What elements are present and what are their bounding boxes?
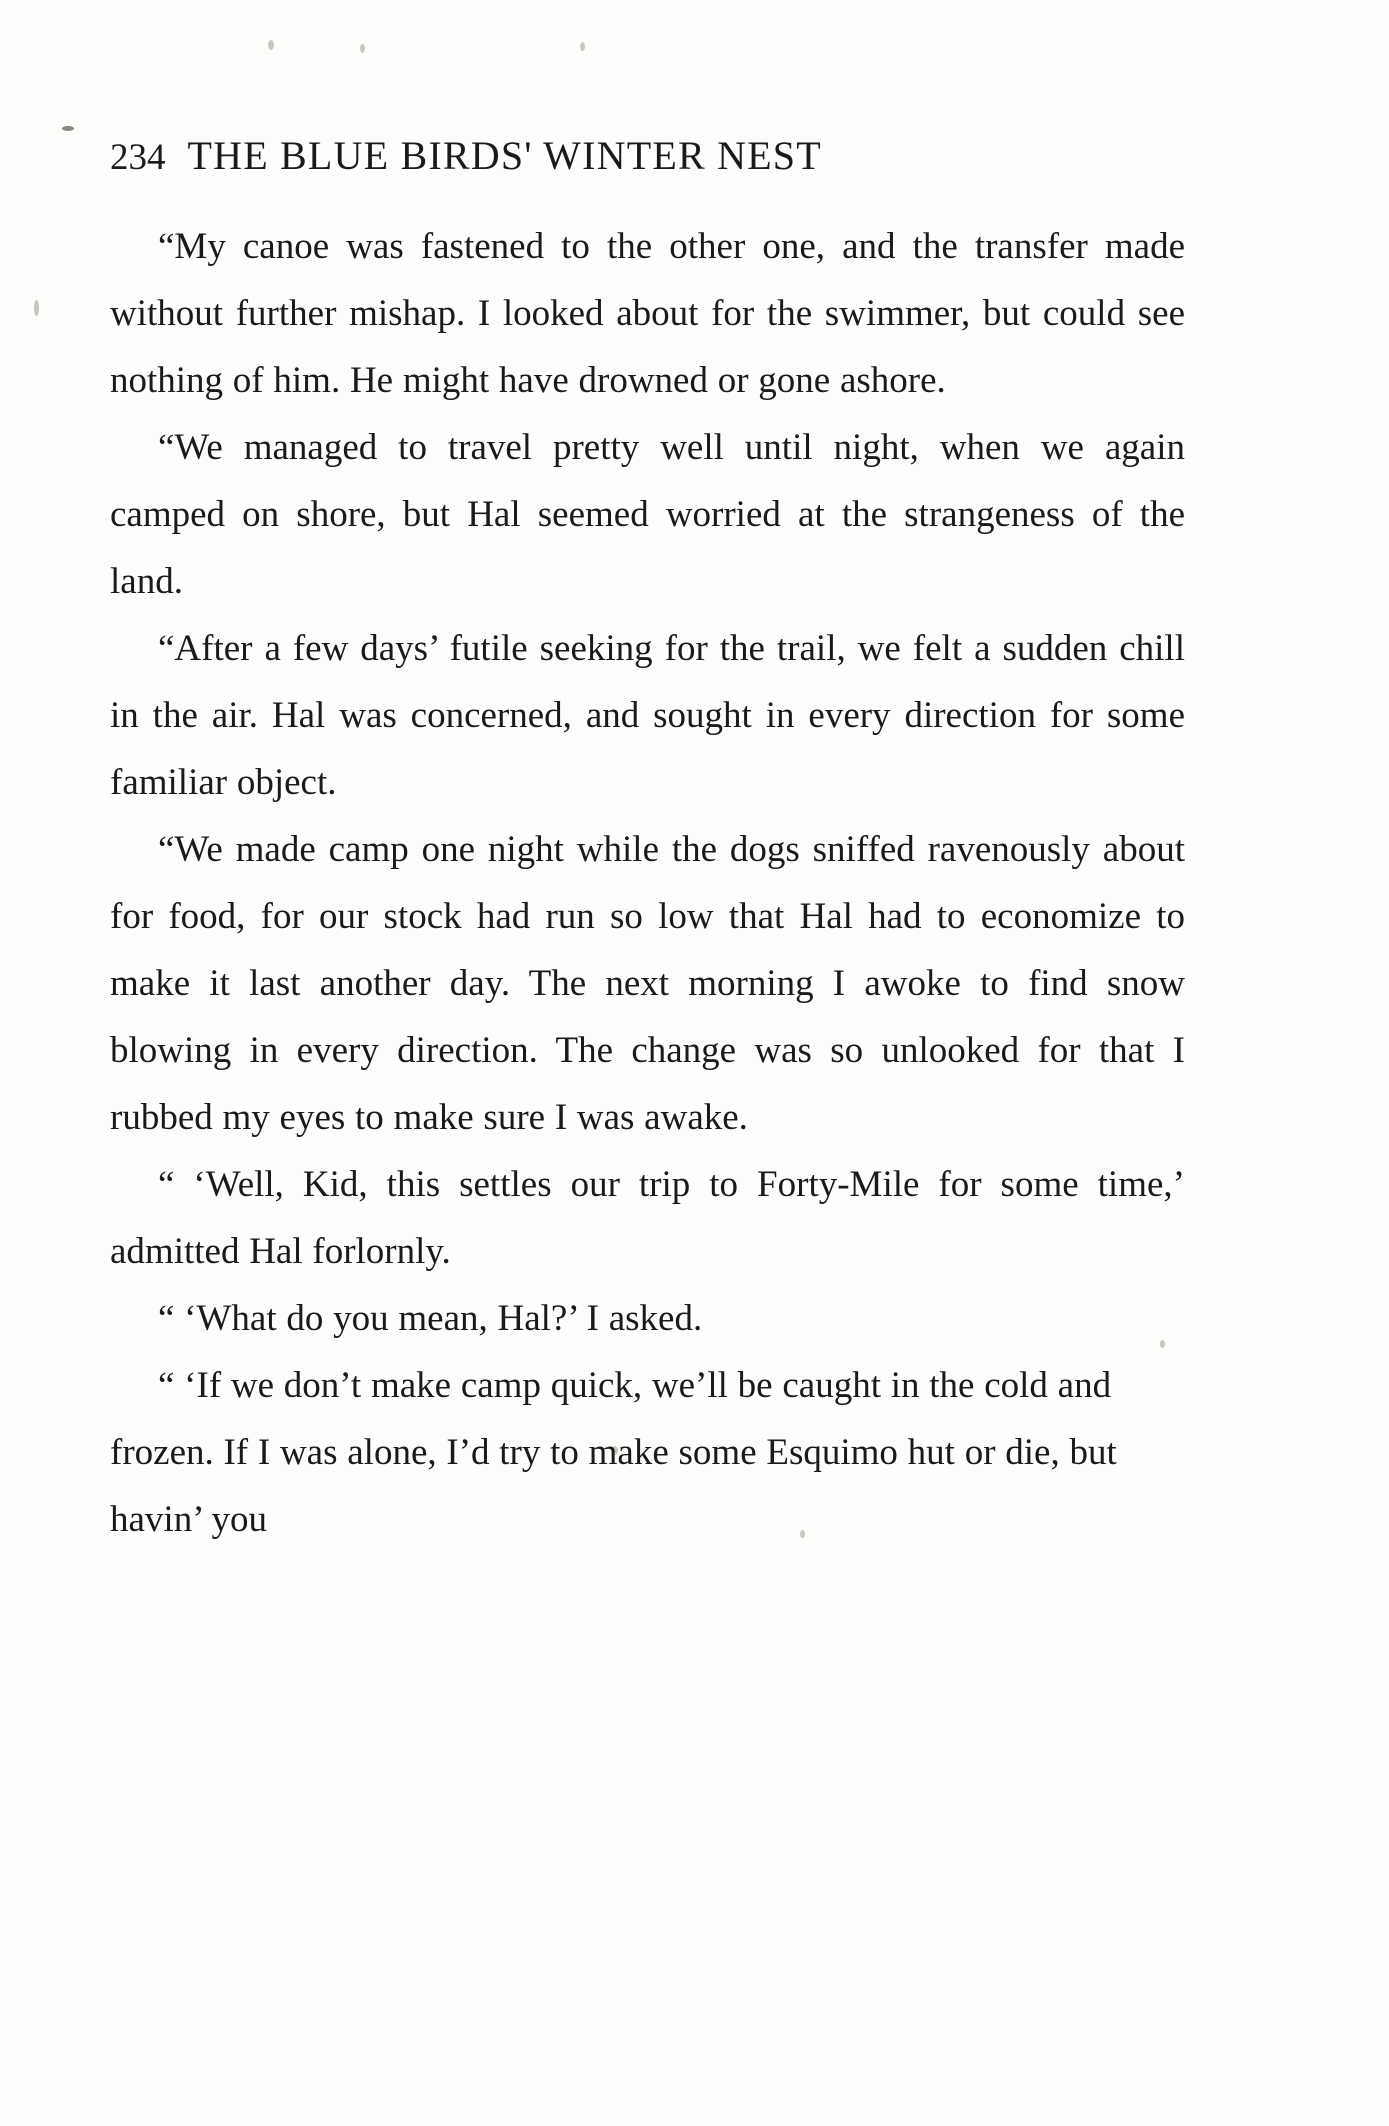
paragraph: “ ‘What do you mean, Hal?’ I asked.: [158, 1298, 703, 1339]
page-number: 234: [110, 137, 166, 178]
page-header: [110, 132, 1185, 179]
paragraph: “My canoe was fastened to the other one, and the transfer made without further mishap. I looked about for the swimmer, but could see nothing of him. He might have drowned or gone ashore.: [110, 226, 1185, 401]
paragraph: “We managed to travel pretty well until night, when we again camped on shore, but Hal seemed worried at the strangeness of the land.: [110, 427, 1185, 602]
page-content: [110, 132, 1185, 1553]
paper-speck: [268, 40, 274, 50]
paper-speck: [360, 44, 365, 53]
paper-speck: [34, 300, 39, 316]
paper-speck: [580, 42, 585, 51]
paragraph: “We made camp one night while the dogs sniffed ravenously about for food, for our stock had run so low that Hal had to economize to make it last another day. The next morning I awoke to find snow blowing in every direction. The change was so unlooked for that I rubbed my eyes to make sure I was awake.: [110, 829, 1185, 1138]
paragraph: “ ‘If we don’t make camp quick, we’ll be caught in the cold and frozen. If I was alone, I’d try to make some Esquimo hut or die, but havin’ you: [110, 1365, 1117, 1540]
paragraph: “ ‘Well, Kid, this settles our trip to Forty-Mile for some time,’ admitted Hal forlornly.: [110, 1164, 1185, 1272]
paragraph: “After a few days’ futile seeking for the trail, we felt a sudden chill in the air. Hal was concerned, and sought in every direction for some familiar object.: [110, 628, 1185, 803]
paper-speck: [62, 126, 74, 131]
running-head: THE BLUE BIRDS' WINTER NEST: [187, 133, 822, 178]
